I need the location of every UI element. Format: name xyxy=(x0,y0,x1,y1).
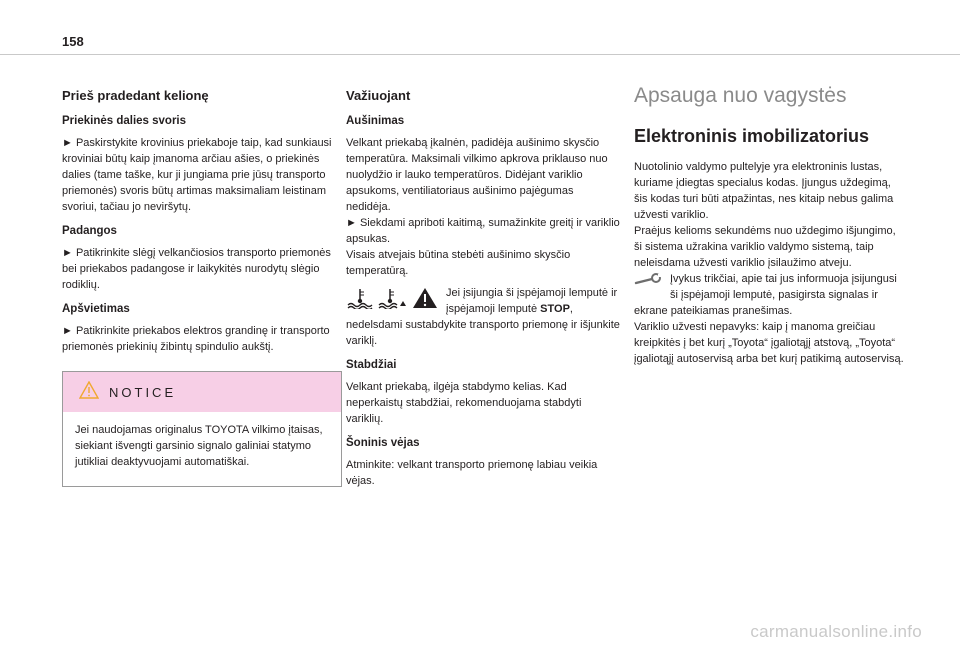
notice-text: Jei naudojamas originalus TOYOTA vilkimo įtaisas, siekiant išvengti garsinio signalo galiniai statymo jutikliai deaktyvuojami automatiškai. xyxy=(75,424,323,468)
subsection-title: Padangos xyxy=(62,225,117,237)
paragraph: Atminkite: velkant transporto priemonę labiau veikia vėjas. xyxy=(346,459,598,487)
paragraph: Nuotolinio valdymo pultelyje yra elektroninis lustas, kuriame įdiegtas specialus kodas. Įjungus uždegimą, šis kodas turi būti atpažintas, nes kitaip nebus galima užvesti variklio. xyxy=(634,161,894,221)
subsection-title: Šoninis vėjas xyxy=(346,437,420,449)
paragraph: ► Siekdami apriboti kaitimą, sumažinkite greitį ir variklio apsukas. xyxy=(346,217,620,245)
paragraph: ► Patikrinkite priekabos elektros grandinę ir transporto priemonės priekinių žibintų spindulio aukštį. xyxy=(62,325,330,353)
section-heading: Prieš pradedant kelionę xyxy=(62,88,209,103)
paragraph: ► Paskirstykite krovinius priekaboje taip, kad sunkiausi kroviniai būtų kaip įmanoma arčiau ašies, o priekinės dalies (tame taške, kur ji jungiama prie jūsų transporto priemonės) svoris būtų artimas maksimaliam leistinam svoriui, tačiau jo neviršytų. xyxy=(62,137,332,213)
wrench-warning-icon xyxy=(634,273,664,294)
warning-icons xyxy=(346,287,438,314)
watermark: carmanualsonline.info xyxy=(750,622,922,641)
notice-title: NOTICE xyxy=(109,384,177,400)
chapter-title: Apsauga nuo vagystės xyxy=(634,84,847,107)
subsection-title: Stabdžiai xyxy=(346,359,397,371)
subsection-title: Apšvietimas xyxy=(62,303,130,315)
subsection-title: Priekinės dalies svoris xyxy=(62,115,187,127)
header-divider xyxy=(0,54,960,55)
paragraph: Variklio užvesti nepavyks: kaip į manoma greičiau kreipkitės į bet kurį „Toyota“ įgaliotąjį atstovą, „Toyota“ įgaliotąjį autoservisą arba bet kurį patikimą autoservisą. xyxy=(634,321,904,365)
column-anti-theft xyxy=(634,80,904,373)
fault-block xyxy=(634,271,904,319)
notice-header xyxy=(63,372,341,412)
section-title: Elektroninis imobilizatorius xyxy=(634,126,870,146)
subsection-title: Aušinimas xyxy=(346,115,405,127)
notice-box xyxy=(62,371,342,487)
warning-text: Jei įsijungia ši įspėjamoji lemputė ir įspėjamoji lemputė STOP, nedelsdami sustabdykite transporto priemonę ir išjunkite variklį. xyxy=(346,287,620,347)
warning-block xyxy=(346,285,621,349)
warning-triangle-icon xyxy=(79,381,99,404)
warning-triangle-icon xyxy=(412,287,438,314)
column-while-driving xyxy=(346,80,621,495)
section-heading: Važiuojant xyxy=(346,88,411,103)
column-before-trip xyxy=(62,80,342,487)
paragraph: Visais atvejais būtina stebėti aušinimo skysčio temperatūrą. xyxy=(346,249,571,277)
paragraph: Velkant priekabą, ilgėja stabdymo kelias. Kad neperkaistų stabdžiai, rekomenduojama stabdyti variklių. xyxy=(346,381,582,425)
coolant-level-icon xyxy=(378,287,408,314)
paragraph: Įvykus trikčiai, apie tai jus informuoja įsijungusi ši įspėjamoji lemputė, pasigirsta signalas ir ekrane pateikiamas pranešimas. xyxy=(634,273,897,317)
page-number: 158 xyxy=(62,34,84,49)
coolant-temperature-icon xyxy=(346,287,374,314)
paragraph: Praėjus kelioms sekundėms nuo uždegimo išjungimo, ši sistema užrakina variklio valdymo sistemą, taip neleisdama užvesti variklio įsilaužimo atveju. xyxy=(634,225,896,269)
paragraph: Velkant priekabą įkalnėn, padidėja aušinimo skysčio temperatūra. Maksimali vilkimo apkrova priklauso nuo nuolydžio ir lauko temperatūros. Didėjant varikliо apsukoms, ventiliatoriaus aušinimo pajėgumas nedidėja. xyxy=(346,137,608,213)
paragraph: ► Patikrinkite slėgį velkančiosios transporto priemonės bei priekabos padangose ir laikykitės nurodytų slėgio rodiklių. xyxy=(62,247,331,291)
